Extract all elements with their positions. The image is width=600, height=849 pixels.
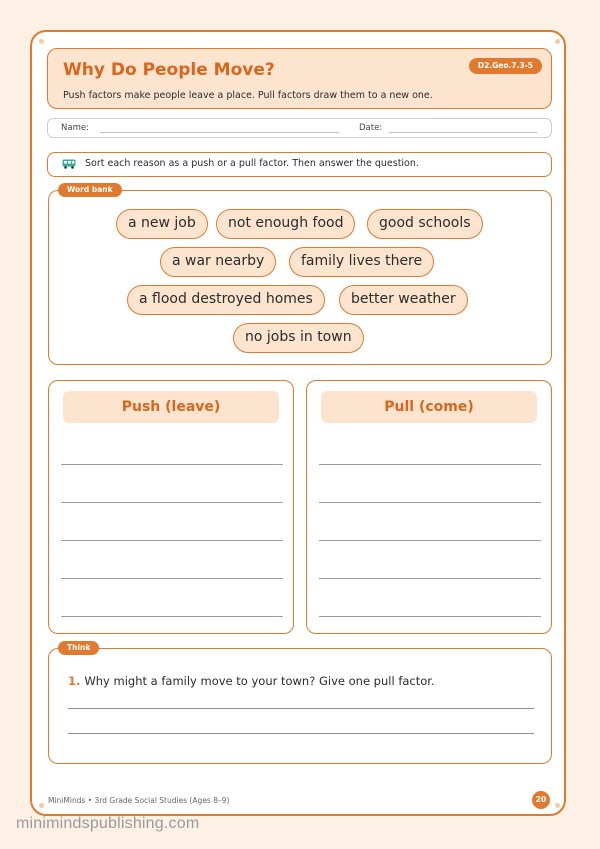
word-chip[interactable]: a flood destroyed homes [127, 285, 325, 315]
corner-dot [555, 39, 560, 44]
push-column [48, 380, 294, 634]
answer-line[interactable] [68, 708, 534, 709]
footer-text: MiniMinds • 3rd Grade Social Studies (Ages 8–9) [48, 796, 230, 805]
think-panel [48, 643, 552, 764]
date-field[interactable] [389, 132, 537, 133]
word-bank-label: Word bank [58, 183, 122, 197]
standard-code-badge: D2.Geo.7.3-5 [469, 58, 542, 74]
corner-dot [39, 803, 44, 808]
word-chip[interactable]: not enough food [216, 209, 355, 239]
corner-dot [555, 803, 560, 808]
answer-line[interactable] [61, 578, 283, 579]
instruction-box [47, 152, 552, 177]
push-column-title: Push (leave) [63, 391, 279, 423]
title-banner [47, 48, 552, 109]
word-chip[interactable]: no jobs in town [233, 323, 364, 353]
date-label: Date: [359, 123, 383, 133]
name-field[interactable] [100, 132, 339, 133]
word-chip[interactable]: better weather [339, 285, 468, 315]
instruction-text: Sort each reason as a push or a pull factor. Then answer the question. [85, 158, 419, 169]
bus-icon [62, 159, 76, 169]
pull-column [306, 380, 552, 634]
question-text: Why might a family move to your town? Give one pull factor. [84, 674, 435, 688]
answer-line[interactable] [61, 616, 283, 617]
answer-line[interactable] [61, 540, 283, 541]
page-title: Why Do People Move? [63, 60, 275, 80]
answer-line[interactable] [319, 464, 541, 465]
pull-column-title: Pull (come) [321, 391, 537, 423]
think-question [68, 674, 435, 688]
word-chip[interactable]: a war nearby [160, 247, 276, 277]
think-label: Think [58, 641, 99, 655]
answer-line[interactable] [319, 578, 541, 579]
answer-line[interactable] [319, 502, 541, 503]
page-subtitle: Push factors make people leave a place. Pull factors draw them to a new one. [63, 90, 433, 101]
answer-line[interactable] [61, 502, 283, 503]
answer-line[interactable] [319, 540, 541, 541]
corner-dot [39, 39, 44, 44]
word-chip[interactable]: a new job [116, 209, 208, 239]
name-label: Name: [61, 123, 89, 133]
page-number: 20 [532, 791, 550, 809]
watermark: minimindspublishing.com [16, 815, 200, 832]
answer-line[interactable] [68, 733, 534, 734]
word-chip[interactable]: family lives there [289, 247, 434, 277]
word-chip[interactable]: good schools [367, 209, 483, 239]
answer-line[interactable] [319, 616, 541, 617]
name-date-bar [47, 118, 552, 138]
word-bank-panel [48, 185, 552, 365]
answer-line[interactable] [61, 464, 283, 465]
question-number: 1. [68, 674, 81, 688]
